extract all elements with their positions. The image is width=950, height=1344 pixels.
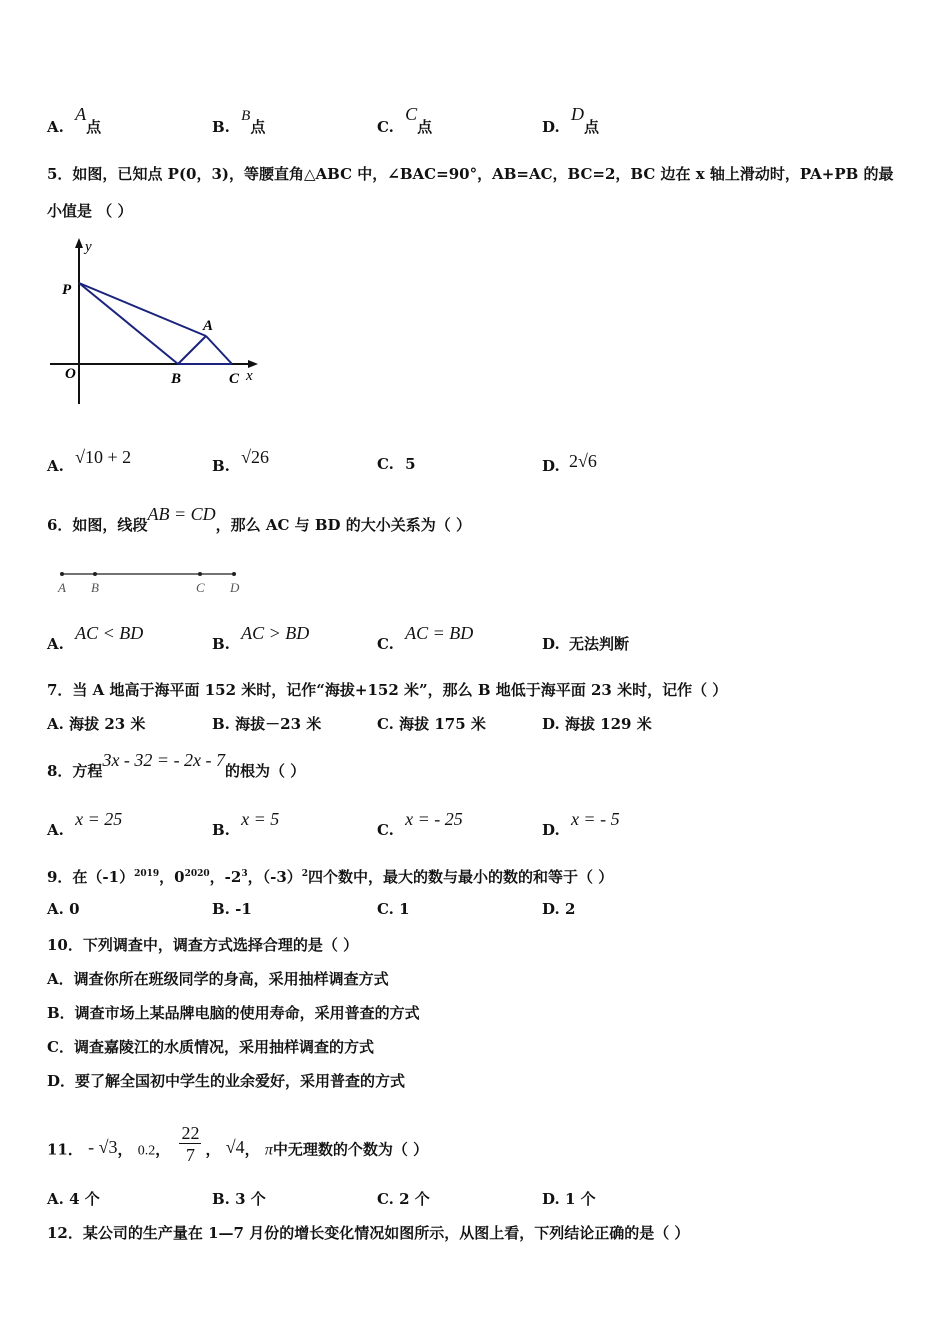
q11-option-a[interactable]: A. 4 个 <box>47 1190 100 1208</box>
q11-option-c[interactable]: C. 2 个 <box>377 1190 430 1208</box>
q5-stem-line2: 小值是 （ ） <box>47 202 133 220</box>
label-o: O <box>65 366 76 382</box>
q7-option-a[interactable]: A. 海拔 23 米 <box>47 715 146 733</box>
q9-stem: 9．在$(-1)^{2019}$，$0^{2020}$，$-2^3$，$(-3)^2$四个数中，最大的数与最小的数的和等于（ ） <box>47 868 614 886</box>
label-b: B <box>171 371 182 387</box>
segment-pa <box>79 283 206 336</box>
q10-option-c[interactable]: C．调查嘉陵江的水质情况，采用抽样调查的方式 <box>47 1038 374 1056</box>
fraction: $\frac{22}{7}$ <box>181 1123 200 1165</box>
label-c: C <box>196 580 205 595</box>
q7-option-b[interactable]: B. 海拔－23 米 <box>212 715 322 733</box>
q10-option-d[interactable]: D．要了解全国初中学生的业余爱好，采用普查的方式 <box>47 1072 406 1090</box>
segment-ac <box>206 336 232 364</box>
q4-option-c[interactable]: C. C点 <box>377 104 433 136</box>
label-y: y <box>85 239 92 255</box>
q8-option-c[interactable]: C. x = - 25 <box>377 809 463 839</box>
q12-stem: 12．某公司的生产量在 1—7 月份的增长变化情况如图所示，从图上看，下列结论正确的是（ ） <box>47 1224 690 1242</box>
q5-option-c[interactable]: C. 5 <box>377 455 416 473</box>
q6-option-d[interactable]: D. 无法判断 <box>542 635 629 653</box>
point-d <box>232 572 236 576</box>
q10-stem: 10．下列调查中，调查方式选择合理的是（ ） <box>47 936 359 954</box>
q5-option-d[interactable]: D. 2√6 <box>542 451 597 475</box>
q7-option-d[interactable]: D. 海拔 129 米 <box>542 715 652 733</box>
q8-stem: 8．方程3x - 32 = - 2x - 7的根为（ ） <box>47 750 306 780</box>
q7-stem: 7．当 A 地高于海平面 152 米时，记作“海拔+152 米”，那么 B 地低于海平面 23 米时，记作（ ） <box>47 681 728 699</box>
q5-stem-line1: 5．如图，已知点 P(0，3)，等腰直角△ABC 中，∠BAC=90°，AB=AC，BC=2，BC 边在 x 轴上滑动时，PA+PB 的最 <box>47 165 894 183</box>
q8-option-a[interactable]: A. x = 25 <box>47 809 123 839</box>
label-p: P <box>62 282 72 298</box>
label-d: D <box>230 580 240 595</box>
point-a <box>60 572 64 576</box>
q7-option-c[interactable]: C. 海拔 175 米 <box>377 715 486 733</box>
segment-pb <box>79 283 178 364</box>
q11-option-b[interactable]: B. 3 个 <box>212 1190 266 1208</box>
q9-option-a[interactable]: A. 0 <box>47 900 80 918</box>
q6-figure <box>50 566 250 598</box>
q6-option-b[interactable]: B. AC > BD <box>212 623 310 653</box>
q6-option-a[interactable]: A. AC < BD <box>47 623 144 653</box>
q11-stem: 11． - √3， 0.2， $\frac{22}{7}$ ， √4， π中无理数的个数为（ ） <box>47 1123 429 1165</box>
label-c: C <box>229 371 240 387</box>
q10-option-b[interactable]: B．调查市场上某品牌电脑的使用寿命，采用普查的方式 <box>47 1004 420 1022</box>
point-b <box>93 572 97 576</box>
q11-option-d[interactable]: D. 1 个 <box>542 1190 596 1208</box>
label-b: B <box>91 580 99 595</box>
q5-option-a[interactable]: A. √10 + 2 <box>47 447 132 475</box>
segment-ba <box>178 336 206 364</box>
q9-option-b[interactable]: B. -1 <box>212 900 252 918</box>
q5-figure <box>40 236 280 411</box>
y-axis-arrow <box>75 238 83 248</box>
q4-option-b[interactable]: B. B点 <box>212 108 266 136</box>
label-a: A <box>203 318 214 334</box>
q6-stem: 6．如图，线段AB = CD，那么 AC 与 BD 的大小关系为（ ） <box>47 504 471 534</box>
q8-option-b[interactable]: B. x = 5 <box>212 809 280 839</box>
q10-option-a[interactable]: A．调查你所在班级同学的身高，采用抽样调查方式 <box>47 970 389 988</box>
x-axis-arrow <box>248 360 258 368</box>
q5-option-b[interactable]: B. √26 <box>212 447 270 475</box>
q4-option-a[interactable]: A. A点 <box>47 104 102 136</box>
label-x: x <box>246 368 253 384</box>
q9-option-c[interactable]: C. 1 <box>377 900 410 918</box>
q8-option-d[interactable]: D. x = - 5 <box>542 809 620 839</box>
q4-option-d[interactable]: D. D点 <box>542 104 599 136</box>
q6-option-c[interactable]: C. AC = BD <box>377 623 474 653</box>
point-c <box>198 572 202 576</box>
label-a: A <box>58 580 66 595</box>
q9-option-d[interactable]: D. 2 <box>542 900 576 918</box>
